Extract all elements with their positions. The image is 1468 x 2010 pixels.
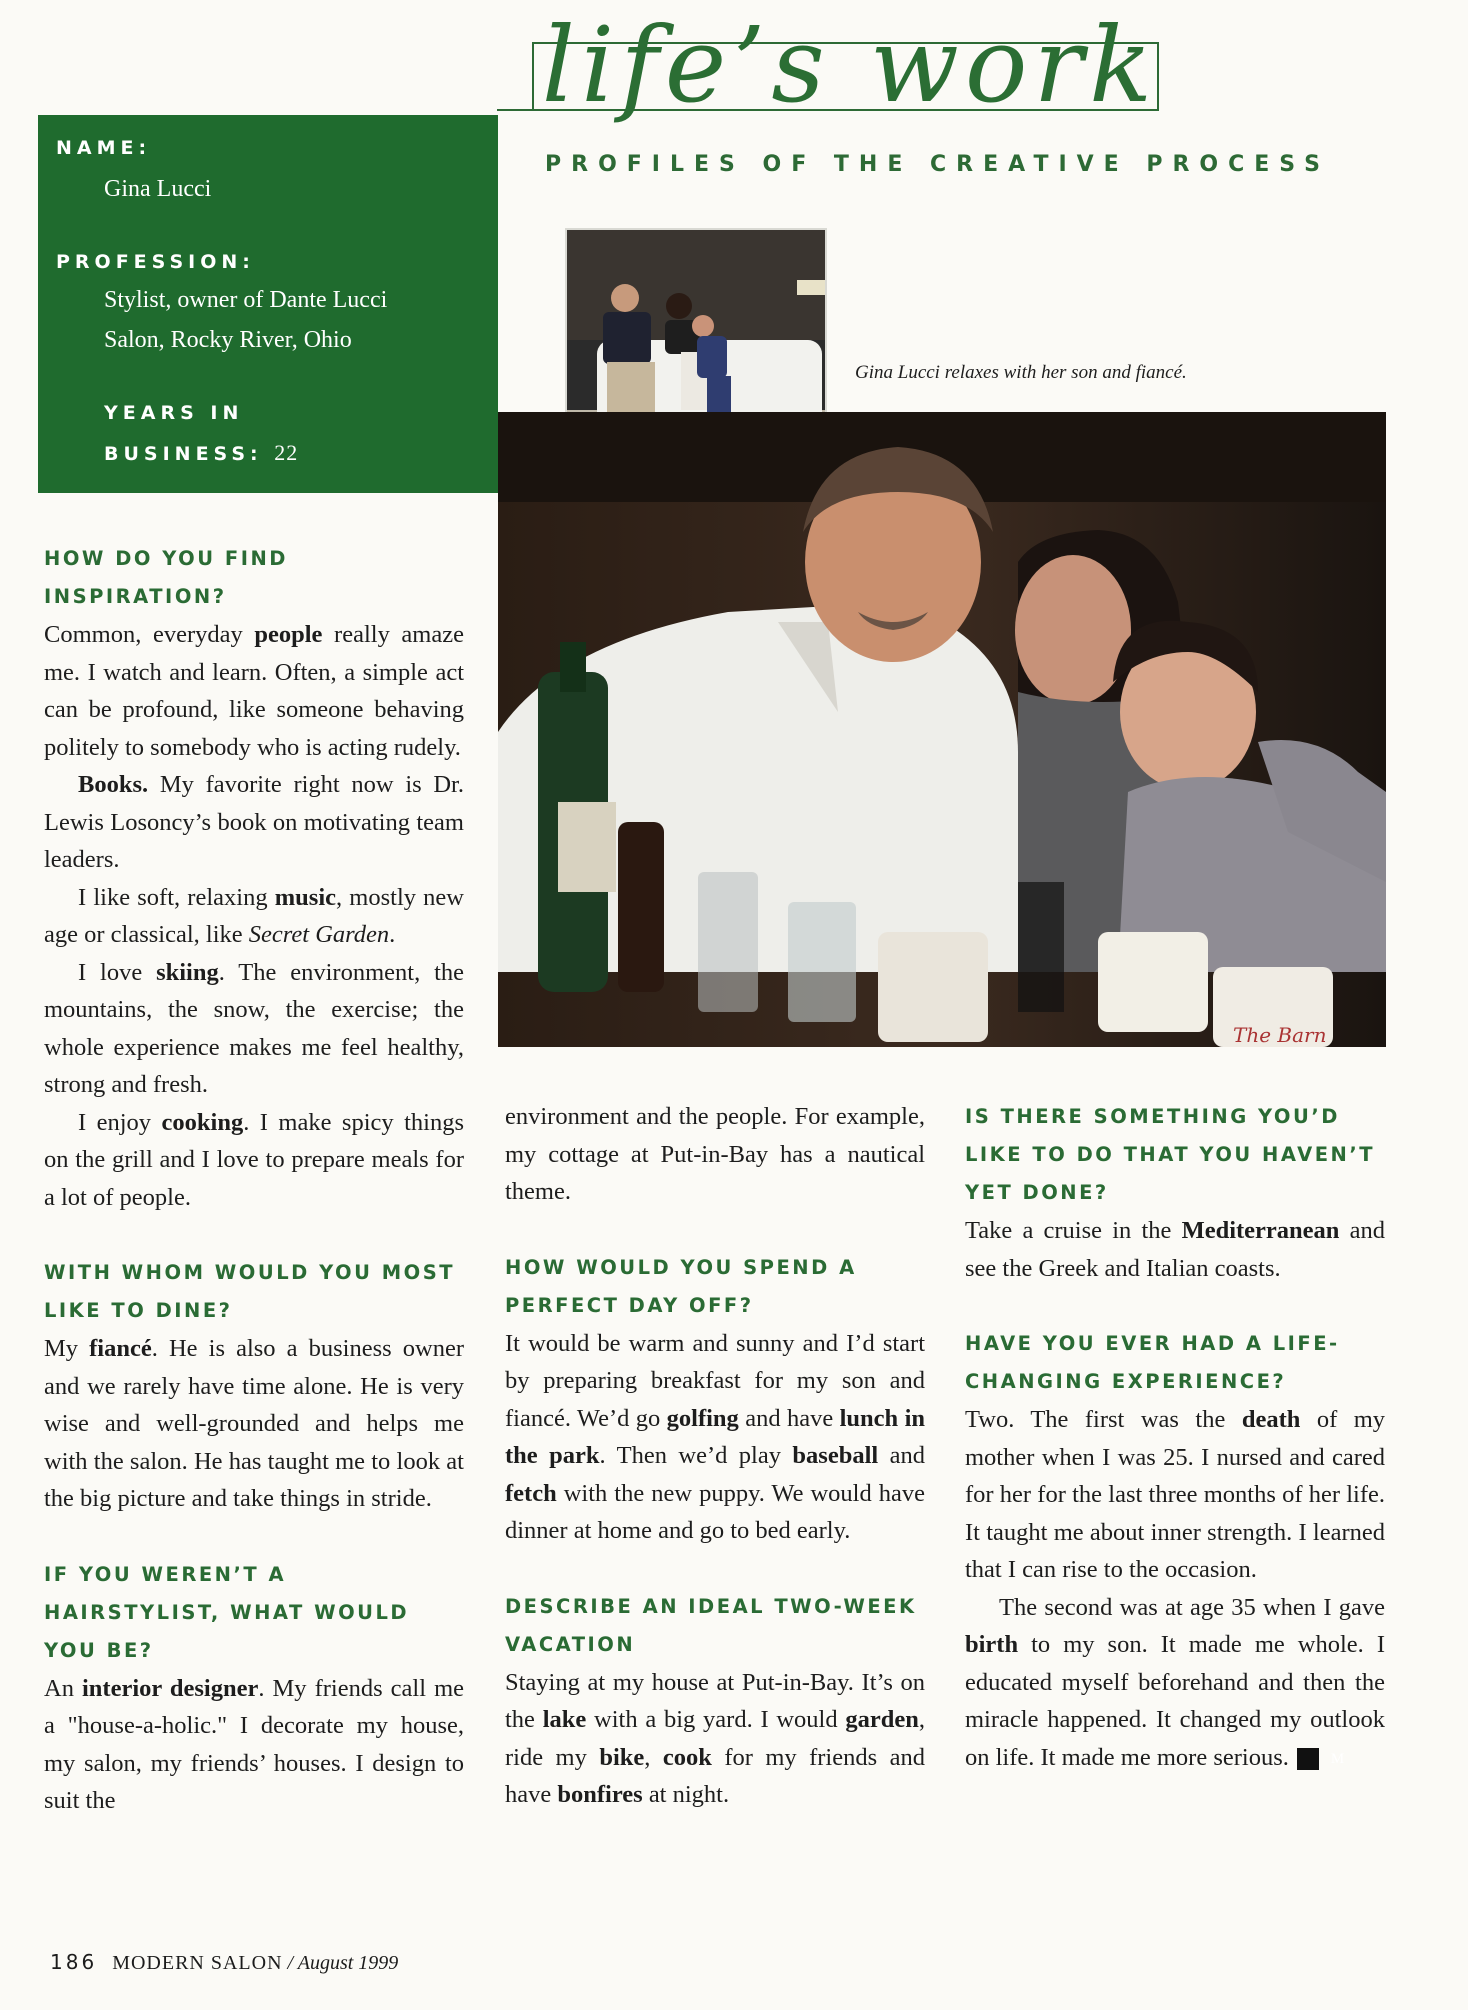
answer-alternative-career: An interior designer. My friends call me a "house-a-holic." I decorate my house, my salon, my friends’ houses. I design to suit the xyxy=(44,1674,464,1814)
masthead-subtitle: PROFILES OF THE CREATIVE PROCESS xyxy=(545,152,1331,177)
years-value: 22 xyxy=(274,440,299,465)
end-mark-logo: M xyxy=(1297,1748,1319,1770)
years-label-line1: YEARS IN xyxy=(104,402,244,424)
issue-date: / August 1999 xyxy=(287,1952,399,1974)
spacer xyxy=(44,1518,464,1556)
answer-day-off: It would be warm and sunny and I’d start by preparing breakfast for my son and fiancé. We’d go golfing and have lunch in the park. Then we’d play baseball and fetch with the new puppy. We would have dinner at home and go to bed early. xyxy=(505,1329,926,1544)
spacer xyxy=(505,1550,925,1588)
answer-vacation: Staying at my house at Put-in-Bay. It’s on the lake with a big yard. I would garden, ride my bike, cook for my friends and have bonfires at night. xyxy=(505,1668,925,1808)
column-3 xyxy=(965,1098,1385,1776)
name-value: Gina Lucci xyxy=(104,176,212,202)
answer-dine: My fiancé. He is also a business owner and we rarely have time alone. He is very wise and well-grounded and helps me with the salon. He has taught me to look at the big picture and take things in stride. xyxy=(44,1335,464,1512)
profile-box xyxy=(38,115,498,493)
question-inspiration: HOW DO YOU FIND INSPIRATION? xyxy=(44,547,288,608)
photo-caption: Gina Lucci relaxes with her son and fiancé. xyxy=(855,362,1187,383)
spacer xyxy=(505,1211,925,1249)
mug-label: The Barn xyxy=(1233,1023,1327,1047)
question-bucket-list: IS THERE SOMETHING YOU’D LIKE TO DO THAT YOU HAVEN’T YET DONE? xyxy=(965,1105,1376,1204)
masthead-title: life’s work xyxy=(541,4,1159,126)
magazine-name: MODERN SALON xyxy=(112,1952,283,1974)
column-2 xyxy=(505,1098,925,1814)
profession-value-line2: Salon, Rocky River, Ohio xyxy=(104,327,352,353)
spacer xyxy=(965,1287,1385,1325)
spacer xyxy=(44,1216,464,1254)
profession-value-line1: Stylist, owner of Dante Lucci xyxy=(104,287,388,313)
answer-bucket-list: Take a cruise in the Mediterranean and see the Greek and Italian coasts. xyxy=(965,1217,1385,1282)
page-number: 186 xyxy=(50,1950,98,1974)
question-alternative-career: IF YOU WEREN’T A HAIRSTYLIST, WHAT WOULD YOU BE? xyxy=(44,1562,410,1662)
name-label: NAME: xyxy=(56,137,152,159)
question-day-off: HOW WOULD YOU SPEND A PERFECT DAY OFF? xyxy=(505,1255,857,1317)
question-vacation: DESCRIBE AN IDEAL TWO-WEEK VACATION xyxy=(505,1594,917,1656)
question-dine: WITH WHOM WOULD YOU MOST LIKE TO DINE? xyxy=(44,1261,456,1322)
profession-label: PROFESSION: xyxy=(56,251,255,273)
answer-inspiration: Common, everyday people really amaze me. I watch and learn. Often, a simple act can be profound, like someone behaving politely to somebody who is acting rudely. Books. My favorite right now is Dr. Lewis Losoncy’s book on motivating team leaders. I like soft, relaxing music, mostly new age or classical, like Secret Garden. I love skiing. The environment, the mountains, the snow, the exercise; the whole experience makes me feel healthy, strong and fresh. I enjoy cooking. I make spicy things on the grill and I love to prepare meals for a lot of people. xyxy=(44,621,464,1211)
page-footer xyxy=(50,1950,398,1975)
question-life-changing: HAVE YOU EVER HAD A LIFE-CHANGING EXPERIENCE? xyxy=(965,1332,1340,1393)
years-label-line2: BUSINESS: 22 xyxy=(104,440,299,465)
main-photo-illustration xyxy=(498,412,1386,1047)
answer-alternative-career-continued: environment and the people. For example, my cottage at Put-in-Bay has a nautical theme. xyxy=(505,1103,925,1205)
main-photo xyxy=(498,412,1386,1047)
answer-life-changing: Two. The first was the death of my mother when I was 25. I nursed and cared for her for the last three months of her life. It taught me about inner strength. I learned that I can rise to the occasion. The second was at age 35 when I gave birth to my son. It made me whole. I educated myself beforehand and then the miracle happened. It changed my outlook on life. It made me more serious. M xyxy=(965,1406,1386,1771)
column-1 xyxy=(44,540,464,1820)
